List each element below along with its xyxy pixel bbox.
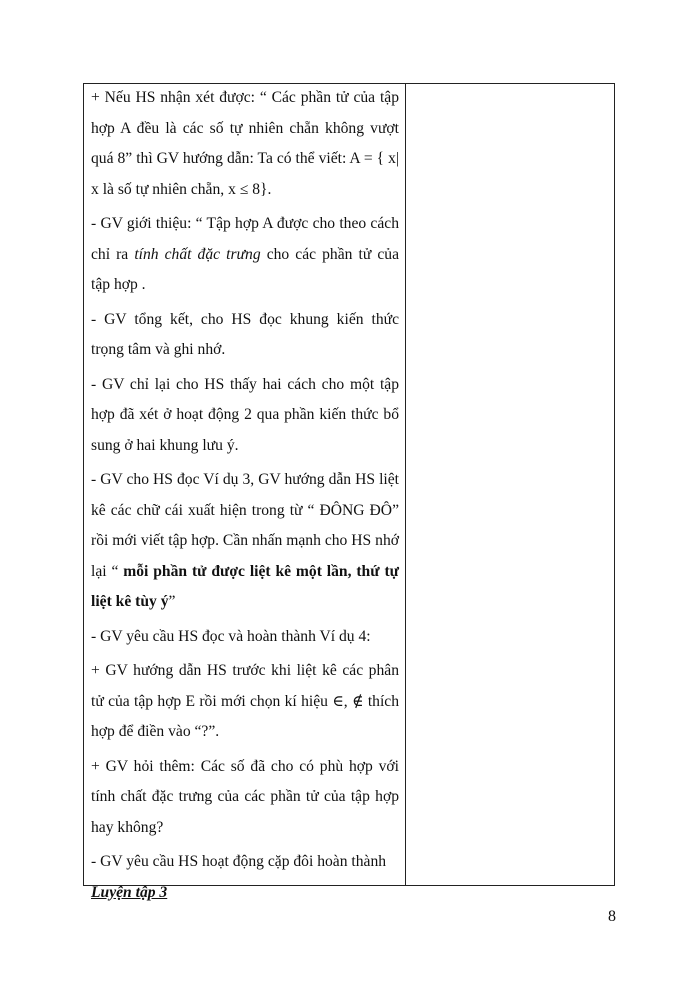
italic-term: tính chất đặc trưng bbox=[134, 245, 261, 263]
paragraph-9: - GV yêu cầu HS hoạt động cặp đôi hoàn thành Luyện tập 3 bbox=[91, 853, 387, 901]
paragraph-6: - GV yêu cầu HS đọc và hoàn thành Ví dụ 4: bbox=[91, 627, 371, 645]
teacher-activity-column bbox=[84, 84, 406, 901]
page-number: 8 bbox=[608, 908, 616, 925]
paragraph-2: - GV giới thiệu: “ Tập hợp A được cho theo cách chỉ ra tính chất đặc trưng cho các phần tử của tập hợp . bbox=[91, 215, 399, 293]
paragraph-4: - GV chỉ lại cho HS thấy hai cách cho một tập hợp đã xét ở hoạt động 2 qua phần kiến thức bổ sung ở hai khung lưu ý. bbox=[91, 375, 399, 454]
paragraph-3: - GV tổng kết, cho HS đọc khung kiến thức trọng tâm và ghi nhớ. bbox=[91, 310, 399, 358]
paragraph-8: + GV hỏi thêm: Các số đã cho có phù hợp với tính chất đặc trưng của các phần tử của tập hợp hay không? bbox=[91, 757, 399, 836]
practice-link: Luyện tập 3 bbox=[91, 883, 168, 901]
student-activity-column bbox=[406, 84, 614, 885]
bold-emphasis: mỗi phần tử được liệt kê một lần, thứ tự liệt kê tùy ý bbox=[91, 562, 400, 610]
paragraph-1: + Nếu HS nhận xét được: “ Các phần tử của tập hợp A đều là các số tự nhiên chẵn không vượt quá 8” thì GV hướng dẫn: Ta có thể viết: A = { x| x là số tự nhiên chẵn, x ≤ 8}. bbox=[91, 89, 399, 198]
paragraph-7: + GV hướng dẫn HS trước khi liệt kê các phân tử của tập hợp E rồi mới chọn kí hiệu ∈, ∉ thích hợp để điền vào “?”. bbox=[91, 662, 399, 740]
paragraph-5: - GV cho HS đọc Ví dụ 3, GV hướng dẫn HS liệt kê các chữ cái xuất hiện trong từ “ ĐÔNG ĐÔ” rồi mới viết tập hợp. Cần nhấn mạnh cho HS nhớ lại “ mỗi phần tử được liệt kê một lần, thứ tự liệt kê tùy ý” bbox=[91, 471, 400, 610]
lesson-table bbox=[83, 83, 615, 901]
